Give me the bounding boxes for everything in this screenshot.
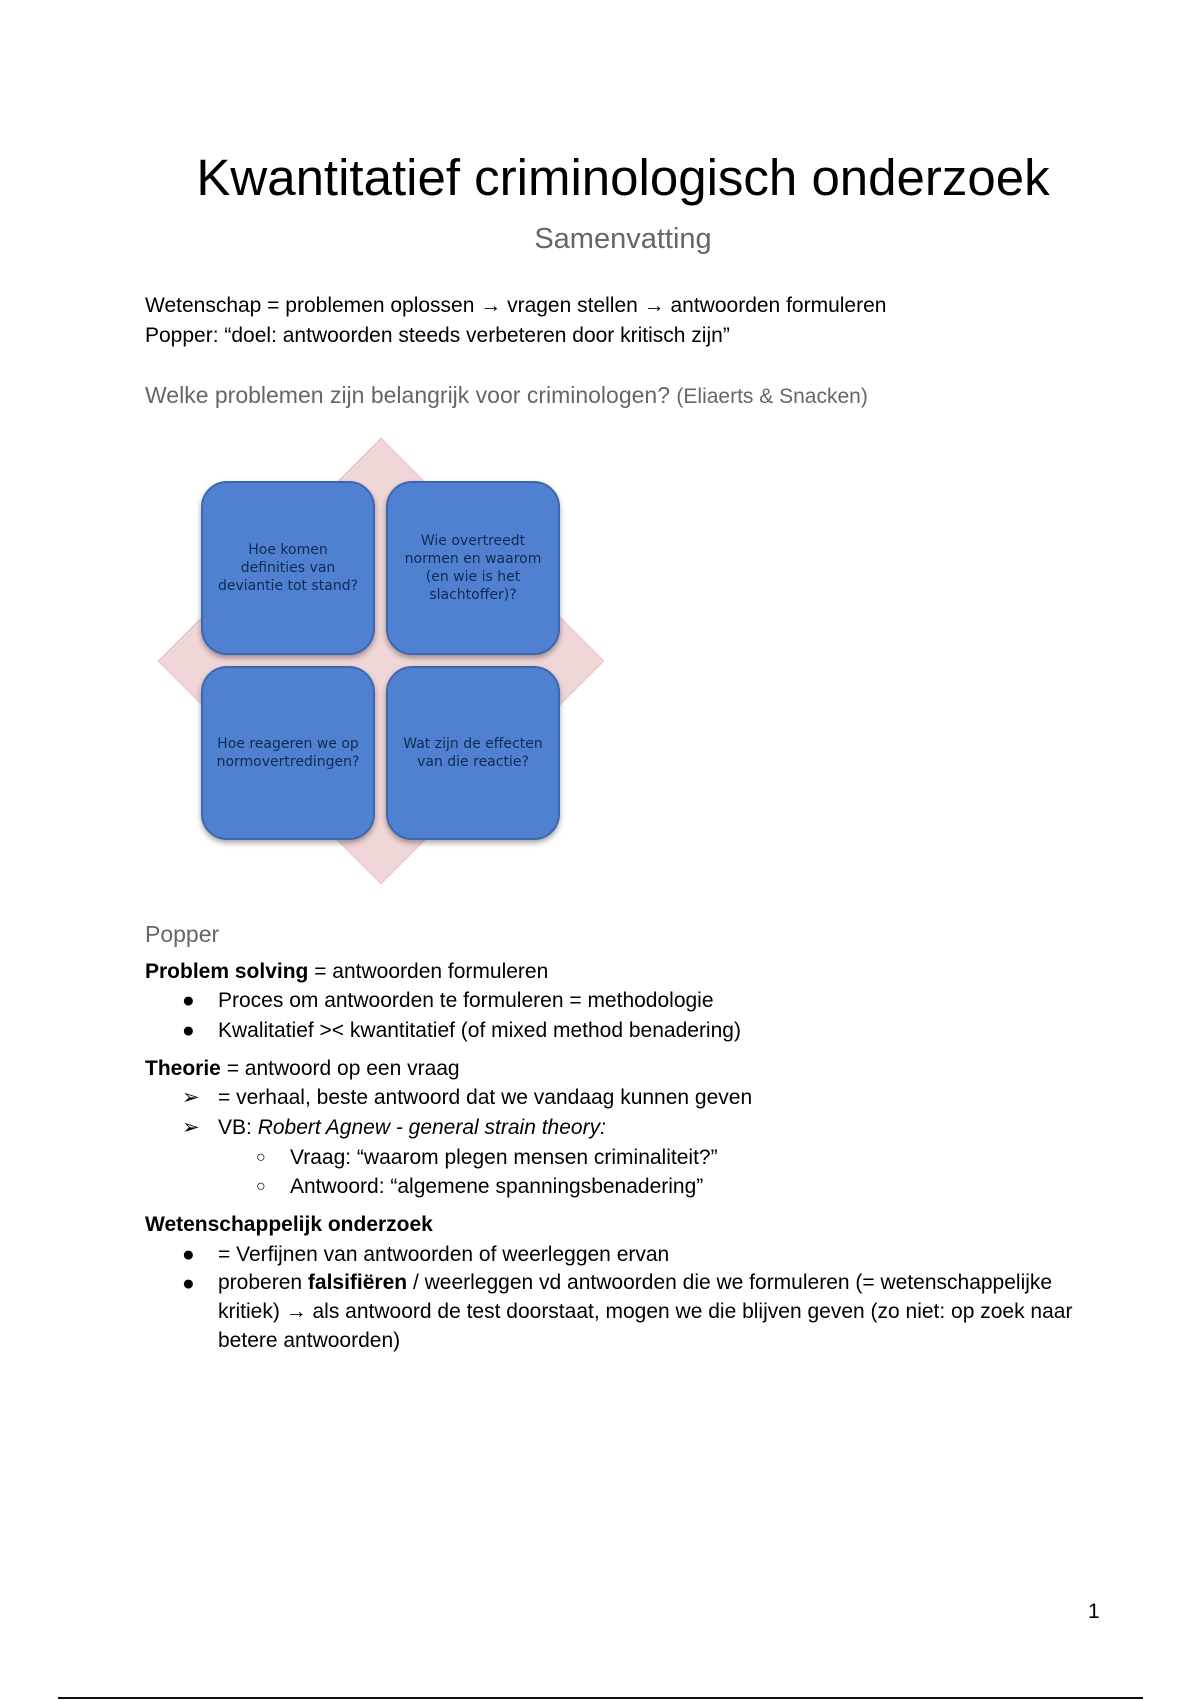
problem-solving-line: [145, 959, 548, 985]
onderzoek-bullet-2-post: / weerleggen vd antwoorden die we formuleren (= wetenschappelijke kritiek) → als antwoord de test doorstaat, mogen we die blijven geven (zo niet: op zoek naar betere antwoorden): [218, 1271, 1073, 1352]
page-bottom-rule: [58, 1697, 1143, 1699]
problem-solving-bullet-2: Kwalitatief >< kwantitatief (of mixed method benadering): [218, 1019, 741, 1042]
theorie-example-name: Robert Agnew - general strain theory:: [257, 1116, 606, 1139]
popper-heading: Popper: [145, 921, 220, 947]
document-subtitle: Samenvatting: [534, 223, 712, 255]
page-number: 1: [1088, 1600, 1100, 1623]
diagram-box-top-left: Hoe komen definities van deviantie tot stand?: [201, 481, 375, 655]
bullet-marker: ●: [182, 989, 195, 1012]
theorie-term: Theorie: [145, 1057, 221, 1080]
theorie-arrow-item-1: = verhaal, beste antwoord dat we vandaag kunnen geven: [218, 1086, 753, 1109]
question-heading-text: Welke problemen zijn belangrijk voor criminologen?: [145, 382, 671, 408]
onderzoek-bullet-2-pre: proberen: [218, 1271, 308, 1294]
onderzoek-bullet-2-term: falsifiëren: [307, 1271, 408, 1294]
onderzoek-bullet-2: [218, 1268, 1098, 1355]
problems-diagram: [155, 435, 605, 885]
theorie-sub-item-2: Antwoord: “algemene spanningsbenadering”: [290, 1175, 704, 1198]
theorie-example-prefix: VB:: [218, 1116, 258, 1139]
arrow-bullet-marker: ➢: [182, 1116, 200, 1139]
bullet-marker: ●: [182, 1243, 195, 1266]
theorie-definition: = antwoord op een vraag: [220, 1057, 460, 1080]
question-heading-source: (Eliaerts & Snacken): [676, 385, 868, 408]
problem-solving-term: Problem solving: [145, 960, 309, 983]
bullet-marker: ●: [182, 1272, 195, 1295]
onderzoek-heading: Wetenschappelijk onderzoek: [145, 1213, 433, 1236]
problem-solving-bullet-1: Proces om antwoorden te formuleren = methodologie: [218, 989, 714, 1012]
diagram-box-bottom-right: Wat zijn de effecten van die reactie?: [386, 666, 560, 840]
circle-bullet-marker: ○: [256, 1178, 266, 1195]
diagram-box-bottom-left: Hoe reageren we op normovertredingen?: [201, 666, 375, 840]
theorie-sub-item-1: Vraag: “waarom plegen mensen criminaliteit?”: [290, 1146, 718, 1169]
arrow-bullet-marker: ➢: [182, 1086, 200, 1109]
intro-line-1: Wetenschap = problemen oplossen → vragen stellen → antwoorden formuleren: [145, 294, 887, 317]
diagram-box-top-right: Wie overtreedt normen en waarom (en wie is het slachtoffer)?: [386, 481, 560, 655]
onderzoek-bullet-1: = Verfijnen van antwoorden of weerleggen ervan: [218, 1243, 670, 1266]
theorie-arrow-item-2: [218, 1115, 606, 1141]
theorie-line: [145, 1056, 460, 1082]
bullet-marker: ●: [182, 1019, 195, 1042]
document-title: Kwantitatief criminologisch onderzoek: [196, 149, 1050, 206]
intro-line-2: Popper: “doel: antwoorden steeds verbeteren door kritisch zijn”: [145, 324, 730, 347]
question-heading: [145, 381, 868, 411]
problem-solving-definition: = antwoorden formuleren: [308, 960, 549, 983]
circle-bullet-marker: ○: [256, 1149, 266, 1166]
